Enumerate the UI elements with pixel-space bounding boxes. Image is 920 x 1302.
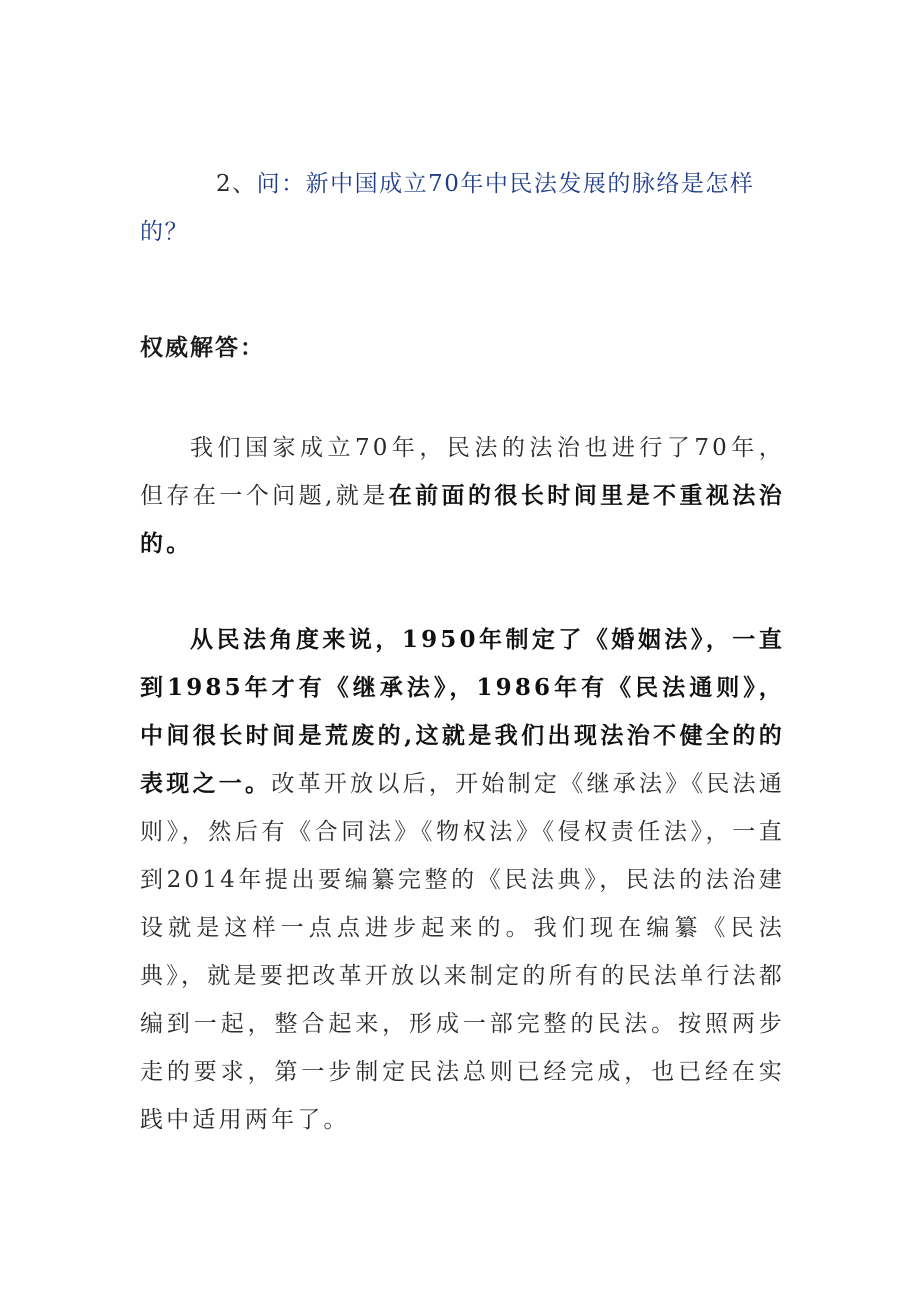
answer-paragraph-1 [140,424,785,568]
document-page [140,160,785,1144]
paragraph-1-bold-text: 在前面的很长时间里是不重视法治的。 [140,482,786,557]
answer-label: 权威解答： [140,334,265,361]
paragraph-2-normal-text: 改革开放以后，开始制定《继承法》《民法通则》，然后有《合同法》《物权法》《侵权责任法》，一直到2014年提出要编纂完整的《民法典》，民法的法治建设就是这样一点点进步起来的。我们现在编纂《民法典》，就是要把改革开放以来制定的所有的民法单行法都编到一起，整合起来，形成一部完整的民法。按照两步走的要求，第一步制定民法总则已经完成，也已经在实践中适用两年了。 [140,771,785,1133]
question-heading [140,160,785,256]
paragraph-1-normal-text: 我们国家成立70年，民法的法治也进行了70年，但存在一个问题,就是 [140,435,785,509]
question-number: 2、 [216,171,257,197]
paragraph-2-bold-text: 从民法角度来说，1950年制定了《婚姻法》，一直到1985年才有《继承法》，1986年有《民法通则》，中间很长时间是荒废的,这就是我们出现法治不健全的的表现之一。 [140,626,785,797]
answer-paragraph-2 [140,616,785,1144]
question-text: 问：新中国成立70年中民法发展的脉络是怎样的？ [140,171,755,245]
